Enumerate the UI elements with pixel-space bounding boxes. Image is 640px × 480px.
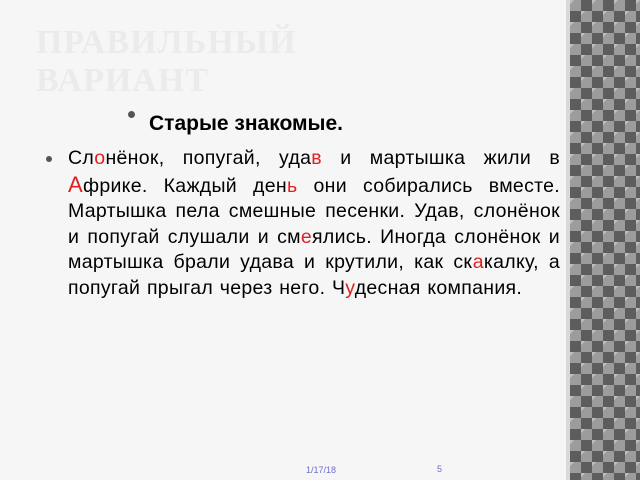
highlighted-letter: ь xyxy=(286,174,298,197)
subtitle-text: Старые знакомые. xyxy=(149,112,343,135)
paragraph-text: Сл xyxy=(68,147,95,169)
paragraph-text: нёнок, попугай, уда xyxy=(105,147,312,169)
highlighted-letter: а xyxy=(472,251,484,273)
paragraph-text: ялись. Иногда слонёнок и мартышка брали удава и крутили, как ск xyxy=(68,225,560,273)
paragraph-text: и мартышка жили в xyxy=(321,147,560,169)
highlighted-letter: е xyxy=(300,225,313,248)
paragraph-text: калку, а попугай прыгал через него. Ч xyxy=(68,251,560,299)
bullet-dot-icon xyxy=(46,156,52,162)
highlighted-letter: у xyxy=(345,276,355,299)
highlighted-letter: о xyxy=(94,147,106,169)
slide-title: ПРАВИЛЬНЫЙ ВАРИАНТ xyxy=(36,24,297,99)
footer-date: 1/17/18 xyxy=(306,465,337,475)
decorative-pattern-strip xyxy=(570,0,640,480)
paragraph-text: десная компания. xyxy=(354,276,523,299)
paragraph-text: они собирались вместе. Мартышка пела смешные песенки. Удав, слонёнок и попугай слушали и см xyxy=(68,174,560,248)
highlighted-letter: А xyxy=(68,171,83,197)
footer-page-number: 5 xyxy=(437,464,443,474)
bullet-dot-icon xyxy=(128,111,135,118)
story-paragraph xyxy=(68,146,560,301)
highlighted-letter: в xyxy=(311,147,322,169)
subtitle-bullet xyxy=(128,112,343,136)
paragraph-text: фрике. Каждый ден xyxy=(82,174,287,197)
